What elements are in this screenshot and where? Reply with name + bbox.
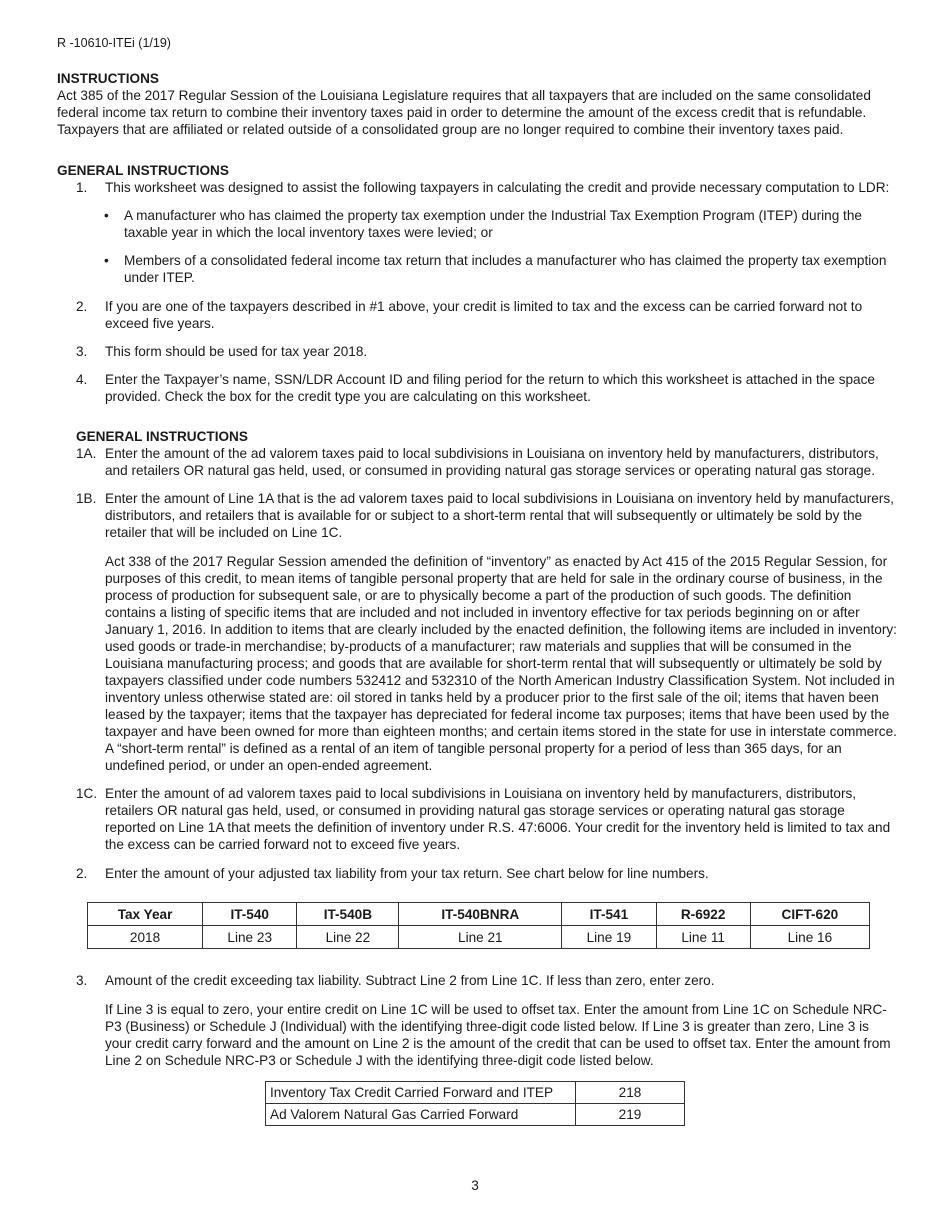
- bullet-text: Members of a consolidated federal income tax return that includes a manufacturer who has claimed the property tax exemption under ITEP.: [124, 253, 887, 285]
- general-instructions-heading: GENERAL INSTRUCTIONS: [57, 163, 229, 178]
- table-cell: Line 22: [297, 926, 399, 949]
- form-id: R -10610-ITEi (1/19): [57, 36, 171, 50]
- table-header: R-6922: [656, 903, 750, 926]
- table-header: Tax Year: [88, 903, 203, 926]
- act338-paragraph: Act 338 of the 2017 Regular Session amended the definition of “inventory” as enacted by Act 415 of the 2015 Regular Session, for purposes of this credit, to mean items of tangible personal property that are held for sale in the ordinary course of business, in the process of production for subsequent sale, or are to physically become a part of the production of such goods. The definition contains a listing of specific items that are included and not included in inventory effective for tax periods beginning on or after January 1, 2016. In addition to items that are clearly included by the enacted definition, the following items are included in inventory: used goods or trade-in merchandise; by-products of a manufacturer; raw materials and supplies that will be consumed in the Louisiana manufacturing process; and goods that are available for short-term rental that will subsequently or ultimately be sold by taxpayers classified under code numbers 532412 and 532310 of the North American Industry Classification System. Not included in inventory unless otherwise stated are: oil stored in tanks held by a producer prior to the first sale of the oil; items that haven been leased by the taxpayer; items that the taxpayer has depreciated for federal income tax purposes; items that have been used by the taxpayer and have been owned for more than eighteen months; and certain items stored in the state for use in interstate commerce. A “short-term rental” is defined as a rental of an item of tangible personal property for a period of less than 365 days, for an undefined period, or under an open-ended agreement.: [105, 554, 897, 773]
- item-number: 3.: [76, 973, 88, 988]
- item-text: This form should be used for tax year 2018.: [105, 344, 368, 359]
- item-number: 3.: [76, 344, 88, 359]
- table-header-row: [88, 903, 870, 926]
- item-text: This worksheet was designed to assist the following taxpayers in calculating the credit and provide necessary computation to LDR:: [105, 180, 890, 195]
- bullet-text: A manufacturer who has claimed the property tax exemption under the Industrial Tax Exemption Program (ITEP) during the taxable year in which the local inventory taxes were levied; or: [124, 208, 862, 240]
- table-header: CIFT-620: [750, 903, 869, 926]
- table-cell: 2018: [88, 926, 203, 949]
- table-cell: Line 23: [203, 926, 297, 949]
- table-cell: Line 16: [750, 926, 869, 949]
- table-header: IT-540: [203, 903, 297, 926]
- table-row: [266, 1082, 685, 1104]
- table-cell: Line 11: [656, 926, 750, 949]
- item-text: Enter the amount of your adjusted tax liability from your tax return. See chart below for line numbers.: [105, 866, 709, 881]
- code-label: Inventory Tax Credit Carried Forward and ITEP: [266, 1082, 576, 1104]
- item-text: Enter the amount of ad valorem taxes paid to local subdivisions in Louisiana on inventory held by manufacturers, distributors, retailers OR natural gas held, used, or consumed in providing natural gas storage services or operating natural gas storage reported on Line 1A that meets the definition of inventory under R.S. 47:6006. Your credit for the inventory held is limited to tax and the excess can be carried forward not to exceed five years.: [105, 786, 891, 852]
- item-number: 4.: [76, 372, 88, 387]
- instructions-text: Act 385 of the 2017 Regular Session of the Louisiana Legislature requires that all taxpayers that are included on the same consolidated federal income tax return to combine their inventory taxes paid in order to determine the amount of the excess credit that is refundable. Taxpayers that are affiliated or related outside of a consolidated group are no longer required to combine their inventory taxes paid.: [57, 88, 871, 137]
- table-header: IT-540BNRA: [399, 903, 562, 926]
- item-number: 2.: [76, 866, 88, 881]
- code-value: 219: [576, 1104, 685, 1126]
- general-instructions-heading-2: GENERAL INSTRUCTIONS: [76, 429, 248, 444]
- table-header: IT-541: [562, 903, 656, 926]
- tax-line-table: [87, 902, 870, 949]
- code-value: 218: [576, 1082, 685, 1104]
- item-number: 1B.: [76, 491, 97, 506]
- code-label: Ad Valorem Natural Gas Carried Forward: [266, 1104, 576, 1126]
- item-text: Enter the amount of Line 1A that is the ad valorem taxes paid to local subdivisions in Louisiana on inventory held by manufacturers, distributors, and retailers that is available for or subject to a short-term rental that will subsequently or ultimately be sold by the retailer that will be included on Line 1C.: [105, 491, 894, 540]
- credit-code-table: [265, 1081, 685, 1126]
- table-header: IT-540B: [297, 903, 399, 926]
- item-number: 1.: [76, 180, 88, 195]
- bullet-icon: •: [104, 253, 109, 268]
- item-number: 1C.: [76, 786, 98, 801]
- instructions-heading: INSTRUCTIONS: [57, 71, 159, 86]
- table-cell: Line 21: [399, 926, 562, 949]
- table-row: [88, 926, 870, 949]
- bullet-icon: •: [104, 208, 109, 223]
- item-number: 1A.: [76, 446, 97, 461]
- item-text: Amount of the credit exceeding tax liability. Subtract Line 2 from Line 1C. If less than zero, enter zero.: [105, 973, 715, 988]
- item-number: 2.: [76, 299, 88, 314]
- table-cell: Line 19: [562, 926, 656, 949]
- item-text: Enter the Taxpayer’s name, SSN/LDR Account ID and filing period for the return to which this worksheet is attached in the space provided. Check the box for the credit type you are calculating on this worksheet.: [105, 372, 875, 404]
- item-text: If you are one of the taxpayers described in #1 above, your credit is limited to tax and the excess can be carried forward not to exceed five years.: [105, 299, 863, 331]
- table-row: [266, 1104, 685, 1126]
- line3-note: If Line 3 is equal to zero, your entire credit on Line 1C will be used to offset tax. Enter the amount from Line 1C on Schedule NRC-P3 (Business) or Schedule J (Individual) with the identifying three-digit code listed below. If Line 3 is greater than zero, Line 3 is your credit carry forward and the amount on Line 2 is the amount of the credit that can be used to offset tax. Enter the amount from Line 2 on Schedule NRC-P3 or Schedule J with the identifying three-digit code listed below.: [105, 1002, 891, 1068]
- item-text: Enter the amount of the ad valorem taxes paid to local subdivisions in Louisiana on inventory held by manufacturers, distributors, and retailers OR natural gas held, used, or consumed in providing natural gas storage services or operating natural gas storage.: [105, 446, 879, 478]
- page-number: 3: [471, 1178, 479, 1193]
